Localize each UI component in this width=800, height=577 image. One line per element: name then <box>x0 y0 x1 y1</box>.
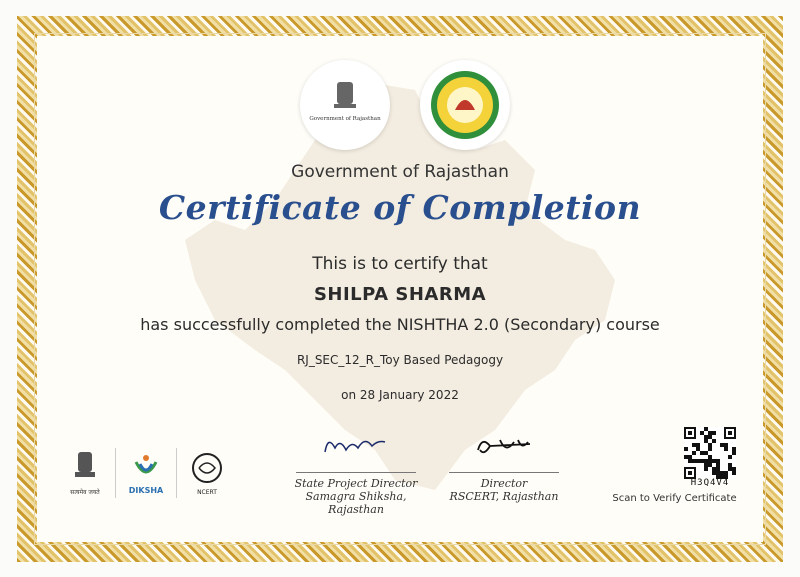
signature-line <box>296 472 416 473</box>
emblem-logo-circle <box>300 60 390 150</box>
ncert-icon <box>190 451 224 485</box>
diksha-logo <box>126 452 166 495</box>
signature-line <box>449 472 559 473</box>
course-code: RJ_SEC_12_R_Toy Based Pedagogy <box>296 353 504 367</box>
national-emblem-icon <box>72 450 98 484</box>
diksha-label: DIKSHA <box>128 485 164 495</box>
government-name: Government of Rajasthan <box>291 162 509 182</box>
department-seal-icon <box>420 60 510 150</box>
signatory-spd <box>278 472 434 516</box>
national-emblem <box>65 450 105 496</box>
certificate-title: Certificate of Completion <box>158 188 642 227</box>
signatory-org: Samagra Shiksha, Rajasthan <box>305 490 407 516</box>
department-logo-circle <box>420 60 510 150</box>
ashoka-emblem-icon <box>300 60 390 150</box>
ncert-logo <box>187 451 227 496</box>
recipient-name: SHILPA SHARMA <box>313 284 487 305</box>
qr-caption: Scan to Verify Certificate <box>612 493 737 504</box>
emblem-motto: सत्यमेव जयते <box>70 489 100 496</box>
logo-divider <box>115 448 116 498</box>
signature-director <box>470 432 540 462</box>
signatory-director <box>445 472 563 503</box>
ncert-label: NCERT <box>197 488 217 496</box>
signature-spd <box>320 430 390 460</box>
certify-text: This is to certify that <box>312 254 488 274</box>
emblem-caption: Government of Rajasthan <box>309 116 381 122</box>
signatory-org: RSCERT, Rajasthan <box>449 490 559 503</box>
signatory-title: State Project Director <box>294 477 418 490</box>
diksha-icon <box>131 452 161 482</box>
qr-code-icon[interactable] <box>684 427 736 479</box>
signatory-title: Director <box>480 477 528 490</box>
qr-code-label: H3Q4V4 <box>690 478 730 488</box>
completion-date: on 28 January 2022 <box>341 388 459 402</box>
completion-text: has successfully completed the NISHTHA 2.0 (Secondary) course <box>140 315 660 334</box>
footer-logos <box>65 448 227 498</box>
logo-divider <box>176 448 177 498</box>
